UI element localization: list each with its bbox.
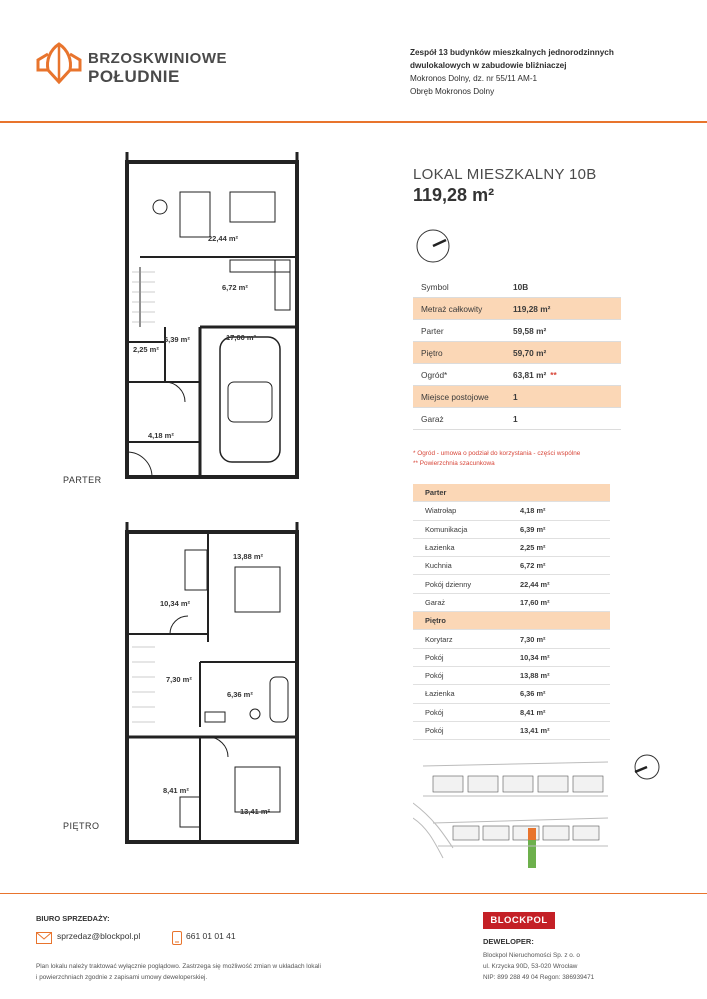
- room-row: [413, 593, 610, 611]
- unit-title: LOKAL MIESZKALNY 10B: [413, 166, 597, 183]
- spec-value-text: 1: [513, 391, 518, 402]
- spec-value: [505, 276, 621, 298]
- label-room2: 10,34 m²: [160, 599, 191, 608]
- desc-line-1: Zespół 13 budynków mieszkalnych jednorodzinnych: [410, 48, 614, 57]
- room-area: 13,41 m²: [508, 721, 610, 739]
- room-name: Korytarz: [413, 630, 508, 648]
- spec-table: [413, 276, 621, 430]
- room-row: [413, 685, 610, 703]
- spec-value-text: 1: [513, 413, 518, 424]
- room-name: Pokój: [413, 648, 508, 666]
- developer-logo: [483, 912, 555, 929]
- label-hall: 6,39 m²: [164, 335, 190, 344]
- spec-value-text: 59,70 m²: [513, 347, 547, 358]
- label-vestibule: 4,18 m²: [148, 431, 174, 440]
- developer-address: ul. Krzycka 90D, 53-020 Wrocław: [483, 963, 578, 970]
- room-area: 6,39 m²: [508, 520, 610, 538]
- spec-value-text: 10B: [513, 281, 529, 292]
- room-area: [508, 612, 610, 630]
- phone-icon: [172, 931, 182, 945]
- header-divider: [0, 121, 707, 123]
- room-row: [413, 575, 610, 593]
- spec-row: [413, 320, 621, 342]
- spec-value: [505, 320, 621, 342]
- spec-key: Miejsce postojowe: [413, 386, 505, 408]
- disclaimer-line-1: Plan lokalu należy traktować wyłącznie poglądowo. Zastrzega się możliwość zmian w układach lokali: [36, 963, 321, 970]
- room-row: [413, 666, 610, 684]
- room-name: Łazienka: [413, 538, 508, 556]
- floor-plan-pietro: [110, 522, 320, 852]
- room-row: [413, 502, 610, 520]
- spec-value: [505, 386, 621, 408]
- rooms-section: [413, 612, 610, 630]
- room-name: Wiatrołap: [413, 502, 508, 520]
- label-kitchen: 6,72 m²: [222, 283, 248, 292]
- spec-key: Piętro: [413, 342, 505, 364]
- room-row: [413, 703, 610, 721]
- room-name: Łazienka: [413, 685, 508, 703]
- room-area: 13,88 m²: [508, 666, 610, 684]
- disclaimer: [36, 961, 416, 983]
- site-plan: [413, 748, 613, 873]
- spec-row: [413, 408, 621, 430]
- room-area: 10,34 m²: [508, 648, 610, 666]
- room-row: [413, 538, 610, 556]
- room-name: Pokój: [413, 703, 508, 721]
- room-area: 2,25 m²: [508, 538, 610, 556]
- room-row: [413, 630, 610, 648]
- floor-plan-parter: [110, 152, 320, 482]
- notes: [413, 449, 653, 469]
- note-garden: * Ogród - umowa o podział do korzystania - części wspólne: [413, 450, 581, 457]
- label-bath-upper: 6,36 m²: [227, 690, 253, 699]
- developer-ids: NIP: 899 288 49 04 Regon: 386939471: [483, 974, 595, 981]
- note-estimate: ** Powierzchnia szacunkowa: [413, 460, 495, 467]
- room-area: 4,18 m²: [508, 502, 610, 520]
- spec-value-text: 63,81 m²: [513, 369, 547, 380]
- label-room1: 13,88 m²: [233, 552, 264, 561]
- project-description: [410, 46, 680, 98]
- unit-area: 119,28 m²: [413, 185, 495, 205]
- email-text[interactable]: sprzedaz@blockpol.pl: [57, 931, 141, 941]
- label-living: 22,44 m²: [208, 234, 239, 243]
- room-name: Komunikacja: [413, 520, 508, 538]
- label-bath: 2,25 m²: [133, 345, 159, 354]
- room-name: Kuchnia: [413, 557, 508, 575]
- room-area: 6,36 m²: [508, 685, 610, 703]
- footer-divider: [0, 893, 707, 894]
- spec-value: [505, 298, 621, 320]
- room-row: [413, 648, 610, 666]
- room-row: [413, 721, 610, 739]
- brand-logo: [36, 40, 246, 90]
- spec-row: [413, 276, 621, 298]
- label-garage: 17,60 m²: [226, 333, 257, 342]
- room-row: [413, 520, 610, 538]
- label-room3: 8,41 m²: [163, 786, 189, 795]
- spec-value: [505, 408, 621, 430]
- rooms-table: [413, 484, 610, 740]
- spec-row: [413, 298, 621, 320]
- spec-key: Symbol: [413, 276, 505, 298]
- room-area: 6,72 m²: [508, 557, 610, 575]
- desc-line-2: dwulokalowych w zabudowie bliźniaczej: [410, 61, 567, 70]
- developer-info: [483, 950, 693, 983]
- phone-text[interactable]: 661 01 01 41: [186, 931, 236, 941]
- parter-label: PARTER: [63, 475, 102, 485]
- room-area: 22,44 m²: [508, 575, 610, 593]
- spec-mark: **: [550, 369, 557, 380]
- room-name: Pokój: [413, 666, 508, 684]
- desc-line-3: Mokronos Dolny, dz. nr 55/11 AM-1: [410, 74, 538, 83]
- room-name: Piętro: [413, 612, 508, 630]
- label-room4: 13,41 m²: [240, 807, 271, 816]
- site-compass-icon: [632, 752, 662, 782]
- room-row: [413, 557, 610, 575]
- developer-name: Blockpol Nieruchomości Sp. z o. o: [483, 952, 580, 959]
- room-name: Pokój: [413, 721, 508, 739]
- spec-row: [413, 342, 621, 364]
- spec-key: Garaż: [413, 408, 505, 430]
- brand-line1: BRZOSKWINIOWE: [88, 50, 227, 67]
- spec-row: [413, 364, 621, 386]
- spec-key: Ogród*: [413, 364, 505, 386]
- spec-key: Parter: [413, 320, 505, 342]
- disclaimer-line-2: i powierzchniach zgodnie z zapisami umowy deweloperskiej.: [36, 974, 208, 981]
- spec-value-text: 59,58 m²: [513, 325, 547, 336]
- pietro-label: PIĘTRO: [63, 821, 100, 831]
- compass-icon: [413, 226, 453, 266]
- room-name: Parter: [413, 484, 508, 502]
- developer-logo-text: BLOCKPOL: [490, 915, 548, 926]
- sales-office-title: BIURO SPRZEDAŻY:: [36, 914, 110, 923]
- desc-line-4: Obręb Mokronos Dolny: [410, 87, 495, 96]
- email-icon: [36, 932, 52, 944]
- rooms-section: [413, 484, 610, 502]
- spec-row: [413, 386, 621, 408]
- developer-title: DEWELOPER:: [483, 937, 534, 946]
- spec-value: [505, 364, 621, 386]
- peach-logo-icon: [36, 40, 82, 86]
- room-area: 7,30 m²: [508, 630, 610, 648]
- room-area: 17,60 m²: [508, 593, 610, 611]
- spec-value-text: 119,28 m²: [513, 303, 551, 314]
- label-corridor: 7,30 m²: [166, 675, 192, 684]
- room-name: Garaż: [413, 593, 508, 611]
- room-area: [508, 484, 610, 502]
- room-area: 8,41 m²: [508, 703, 610, 721]
- brand-line2: POŁUDNIE: [88, 67, 180, 86]
- room-name: Pokój dzienny: [413, 575, 508, 593]
- spec-value: [505, 342, 621, 364]
- spec-key: Metraż całkowity: [413, 298, 505, 320]
